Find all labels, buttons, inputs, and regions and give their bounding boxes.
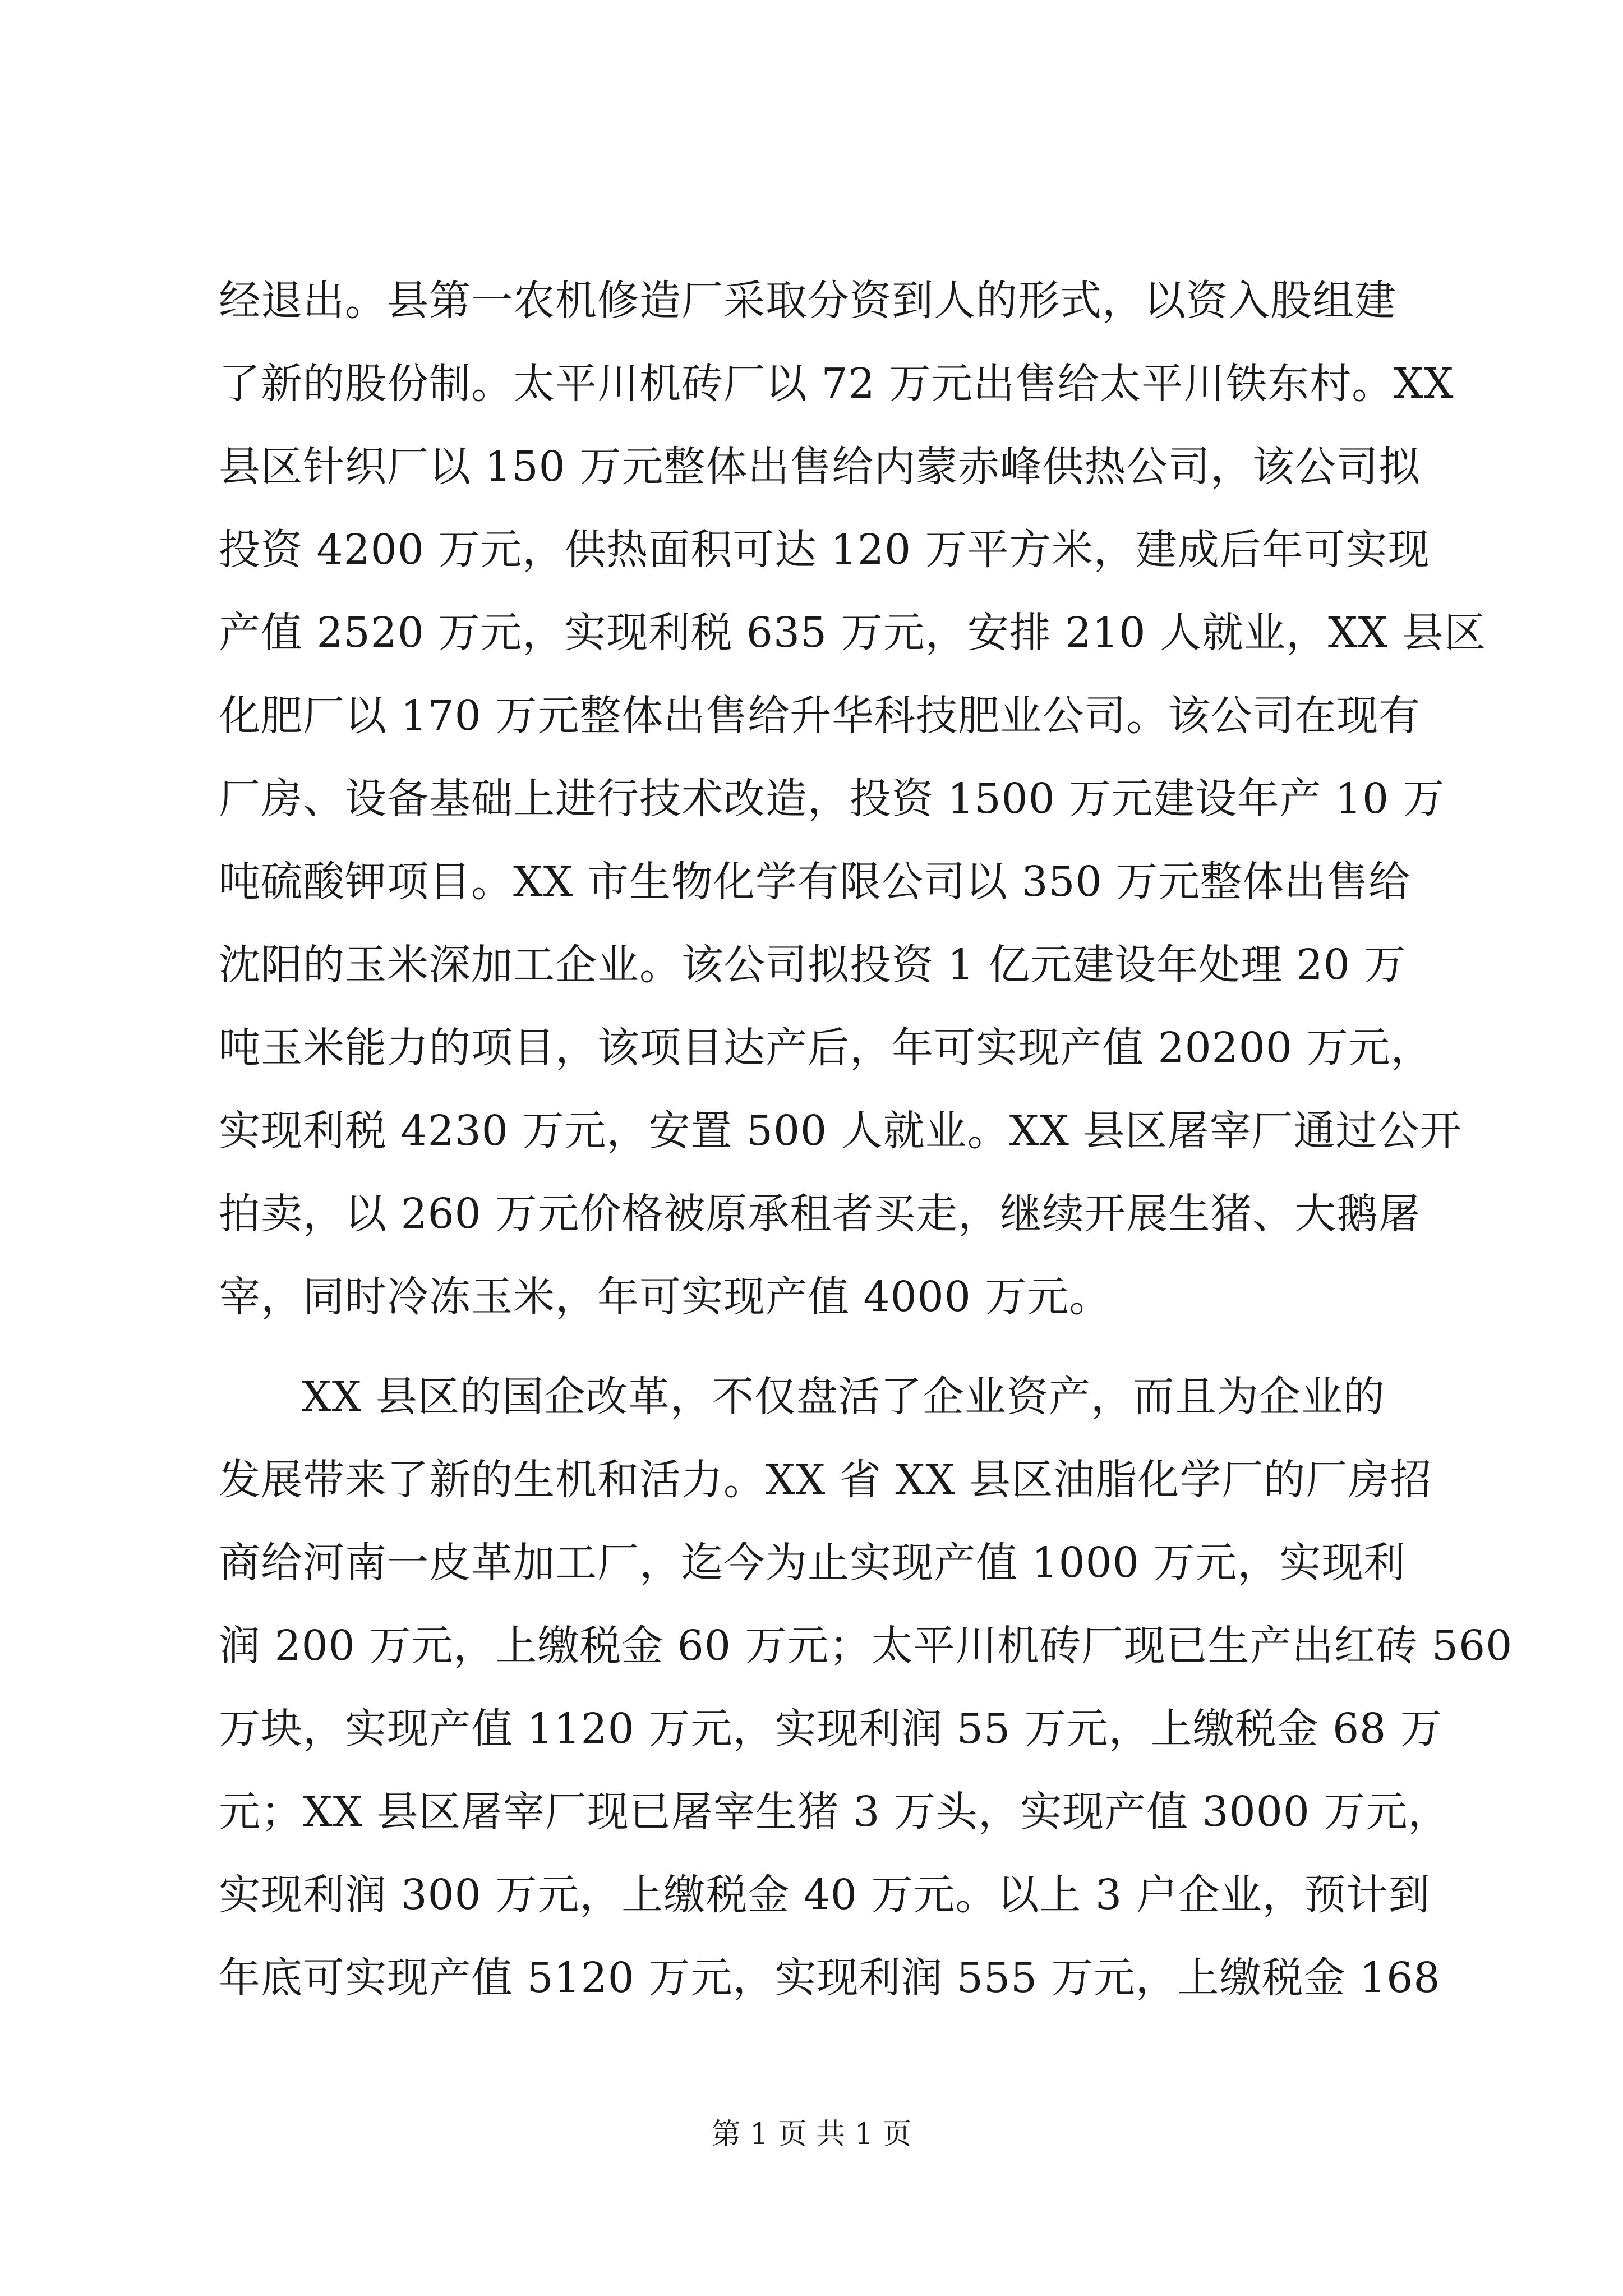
text-line: 县区针织厂以 150 万元整体出售给内蒙赤峰供热公司，该公司拟 bbox=[219, 443, 1421, 491]
document-body bbox=[219, 259, 1513, 2019]
text-line: 实现利润 300 万元，上缴税金 40 万元。以上 3 户企业，预计到 bbox=[219, 1871, 1431, 1919]
text-line: 了新的股份制。太平川机砖厂以 72 万元出售给太平川铁东村。XX bbox=[219, 360, 1454, 408]
text-line: 沈阳的玉米深加工企业。该公司拟投资 1 亿元建设年处理 20 万 bbox=[219, 941, 1407, 989]
paragraph-2 bbox=[219, 1355, 1513, 2019]
text-line: 吨硫酸钾项目。XX 市生物化学有限公司以 350 万元整体出售给 bbox=[219, 858, 1411, 906]
text-line: 年底可实现产值 5120 万元，实现利润 555 万元，上缴税金 168 bbox=[219, 1954, 1441, 2002]
text-line: 实现利税 4230 万元，安置 500 人就业。XX 县区屠宰厂通过公开 bbox=[219, 1107, 1462, 1155]
paragraph-spacer bbox=[219, 1338, 1424, 1355]
text-line: 化肥厂以 170 万元整体出售给升华科技肥业公司。该公司在现有 bbox=[219, 692, 1421, 740]
text-line: 经退出。县第一农机修造厂采取分资到人的形式，以资入股组建 bbox=[219, 277, 1396, 325]
text-line: 吨玉米能力的项目，该项目达产后，年可实现产值 20200 万元， bbox=[219, 1024, 1433, 1072]
text-line: 万块，实现产值 1120 万元，实现利润 55 万元，上缴税金 68 万 bbox=[219, 1705, 1442, 1753]
text-line: 元；XX 县区屠宰厂现已屠宰生猪 3 万头，实现产值 3000 万元， bbox=[219, 1788, 1450, 1836]
text-line: XX 县区的国企改革，不仅盘活了企业资产，而且为企业的 bbox=[302, 1373, 1385, 1421]
text-line: 产值 2520 万元，实现利税 635 万元，安排 210 人就业，XX 县区 bbox=[219, 609, 1486, 657]
page-footer: 第 1 页 共 1 页 bbox=[711, 2118, 912, 2151]
text-line: 宰，同时冷冻玉米，年可实现产值 4000 万元。 bbox=[219, 1273, 1112, 1321]
text-line: 商给河南一皮革加工厂，迄今为止实现产值 1000 万元，实现利 bbox=[219, 1539, 1406, 1587]
text-line: 厂房、设备基础上进行技术改造，投资 1500 万元建设年产 10 万 bbox=[219, 775, 1445, 823]
paragraph-1 bbox=[219, 259, 1486, 1338]
text-line: 润 200 万元，上缴税金 60 万元；太平川机砖厂现已生产出红砖 560 bbox=[219, 1622, 1513, 1670]
text-line: 拍卖，以 260 万元价格被原承租者买走，继续开展生猪、大鹅屠 bbox=[219, 1190, 1421, 1238]
text-line: 投资 4200 万元，供热面积可达 120 万平方米，建成后年可实现 bbox=[219, 526, 1430, 574]
text-line: 发展带来了新的生机和活力。XX 省 XX 县区油脂化学厂的厂房招 bbox=[219, 1456, 1432, 1504]
